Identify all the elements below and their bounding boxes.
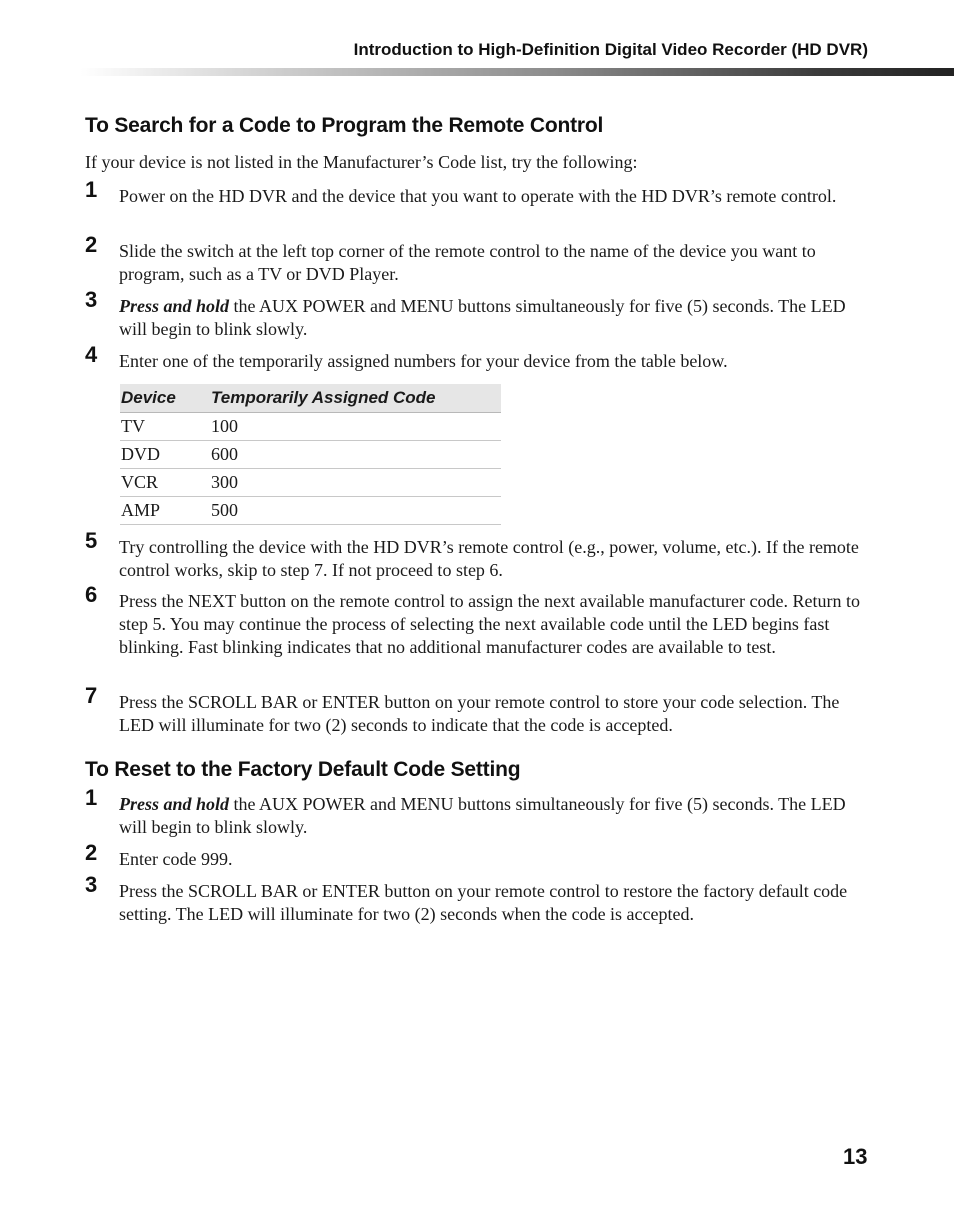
section-heading-search: To Search for a Code to Program the Remote Control [85, 114, 604, 137]
intro-paragraph: If your device is not listed in the Manufacturer’s Code list, try the following: [85, 152, 638, 172]
table-row [120, 413, 501, 441]
step-body: the AUX POWER and MENU buttons simultaneously for five (5) seconds. The LED will begin to blink slowly. [119, 296, 846, 339]
step-body: Slide the switch at the left top corner of the remote control to the name of the device you want to program, such as a TV or DVD Player. [119, 241, 816, 284]
step-number: 6 [85, 582, 98, 607]
table-header-row [120, 384, 501, 413]
step-body: Try controlling the device with the HD DVR’s remote control (e.g., power, volume, etc.). If the remote control works, skip to step 7. If not proceed to step 6. [119, 537, 859, 580]
step-text [119, 880, 875, 926]
step-body: Press the SCROLL BAR or ENTER button on your remote control to store your code selection. The LED will illuminate for two (2) seconds to indicate that the code is accepted. [119, 692, 840, 735]
step-body: Press the SCROLL BAR or ENTER button on your remote control to restore the factory default code setting. The LED will illuminate for two (2) seconds when the code is accepted. [119, 881, 848, 924]
step-body: Press the NEXT button on the remote control to assign the next available manufacturer code. Return to step 5. You may continue the process of selecting the next available code until the LED begins fast blinking. Fast blinking indicates that no additional manufacturer codes are available to test. [119, 591, 860, 657]
table-row [120, 441, 501, 469]
page-number: 13 [843, 1144, 868, 1169]
step-body: Power on the HD DVR and the device that you want to operate with the HD DVR’s remote control. [119, 186, 837, 206]
temporary-code-table [120, 384, 501, 525]
device-cell: VCR [120, 469, 210, 497]
step-body: the AUX POWER and MENU buttons simultaneously for five (5) seconds. The LED will begin to blink slowly. [119, 794, 846, 837]
step-number: 1 [85, 177, 98, 202]
code-cell: 500 [210, 497, 501, 525]
step-emphasis: Press and hold [119, 296, 230, 316]
code-cell: 300 [210, 469, 501, 497]
running-head-title: Introduction to High-Definition Digital Video Recorder (HD DVR) [353, 40, 868, 59]
step-number: 2 [85, 232, 98, 257]
step-number: 4 [85, 342, 98, 367]
column-header-device: Device [120, 384, 210, 413]
device-cell: TV [120, 413, 210, 441]
step-number: 7 [85, 683, 98, 708]
table-row [120, 469, 501, 497]
device-cell: AMP [120, 497, 210, 525]
column-header-code: Temporarily Assigned Code [210, 384, 501, 413]
step-text [119, 590, 875, 659]
step-text [119, 848, 875, 871]
step-body: Enter code 999. [119, 849, 233, 869]
step-number: 5 [85, 528, 98, 553]
step-text [119, 793, 875, 839]
header-rule [80, 68, 954, 76]
section-heading-reset: To Reset to the Factory Default Code Setting [85, 758, 521, 781]
step-number: 3 [85, 872, 98, 897]
code-cell: 100 [210, 413, 501, 441]
step-number: 3 [85, 287, 98, 312]
step-text [119, 691, 875, 737]
step-number: 2 [85, 840, 98, 865]
step-body: Enter one of the temporarily assigned numbers for your device from the table below. [119, 351, 728, 371]
step-emphasis: Press and hold [119, 794, 230, 814]
step-text [119, 240, 875, 286]
step-text [119, 536, 875, 582]
device-cell: DVD [120, 441, 210, 469]
step-text [119, 295, 875, 341]
step-text [119, 350, 875, 373]
step-text [119, 185, 875, 208]
table-row [120, 497, 501, 525]
code-cell: 600 [210, 441, 501, 469]
step-number: 1 [85, 785, 98, 810]
